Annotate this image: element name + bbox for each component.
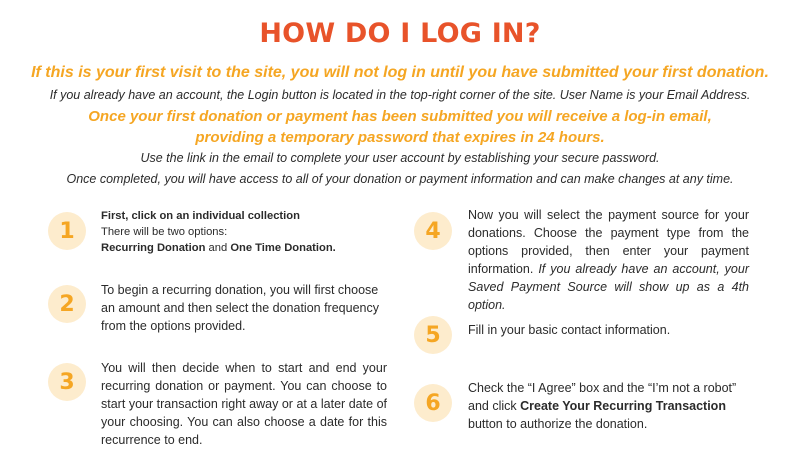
- step-text: [101, 208, 391, 256]
- step-number-badge: 4: [414, 212, 452, 250]
- option-one-time-donation: One Time Donation.: [230, 242, 336, 254]
- step-4-saved-source-note: If you already have an account, your Saved Payment Source will show up as a 4th option.: [468, 262, 750, 312]
- intro-complete-account: Use the link in the email to complete your user account by establishing your secure password.: [140, 151, 660, 165]
- step-text: [468, 379, 758, 433]
- step-1-options-intro: There will be two options:: [101, 226, 228, 238]
- intro-first-visit: If this is your first visit to the site, you will not log in until you have submitted your first donation.: [31, 64, 769, 81]
- step-number-badge: 3: [48, 363, 86, 401]
- step-number-badge: 5: [414, 316, 452, 354]
- intro-login-email: [0, 106, 800, 148]
- option-recurring-donation: Recurring Donation: [101, 242, 206, 254]
- create-recurring-transaction-label: Create Your Recurring Transaction: [520, 399, 726, 413]
- step-number-badge: 6: [414, 384, 452, 422]
- page-title: HOW DO I LOG IN?: [259, 18, 541, 49]
- intro-access-info: Once completed, you will have access to all of your donation or payment information and can make changes at any time.: [66, 172, 734, 186]
- step-6-post: button to authorize the donation.: [468, 417, 648, 431]
- step-1-and: and: [205, 242, 231, 254]
- step-text: [468, 206, 749, 314]
- intro-login-location: If you already have an account, the Login button is located in the top-right corner of the site. User Name is your Email Address.: [49, 88, 751, 102]
- step-4-body: Now you will select the payment source for your donations. Choose the payment type from the options provided, then enter your payment information.: [468, 208, 749, 276]
- intro-login-email-line2: providing a temporary password that expires in 24 hours.: [195, 129, 605, 146]
- step-text: You will then decide when to start and end your recurring donation or payment. You can choose to start your transaction right away or at a later date of your choosing. You can also choose a date for this recurrence to end.: [101, 361, 387, 447]
- step-1-heading: First, click on an individual collection: [101, 210, 300, 222]
- step-number-badge: 1: [48, 212, 86, 250]
- step-text: To begin a recurring donation, you will first choose an amount and then select the donation frequency from the options provided.: [101, 283, 379, 333]
- intro-login-email-line1: Once your first donation or payment has been submitted you will receive a log-in email,: [88, 108, 712, 125]
- step-number-badge: 2: [48, 285, 86, 323]
- step-text: Fill in your basic contact information.: [468, 323, 671, 337]
- step-6-pre: Check the “I Agree” box and the “I’m not a robot” and click: [468, 381, 737, 413]
